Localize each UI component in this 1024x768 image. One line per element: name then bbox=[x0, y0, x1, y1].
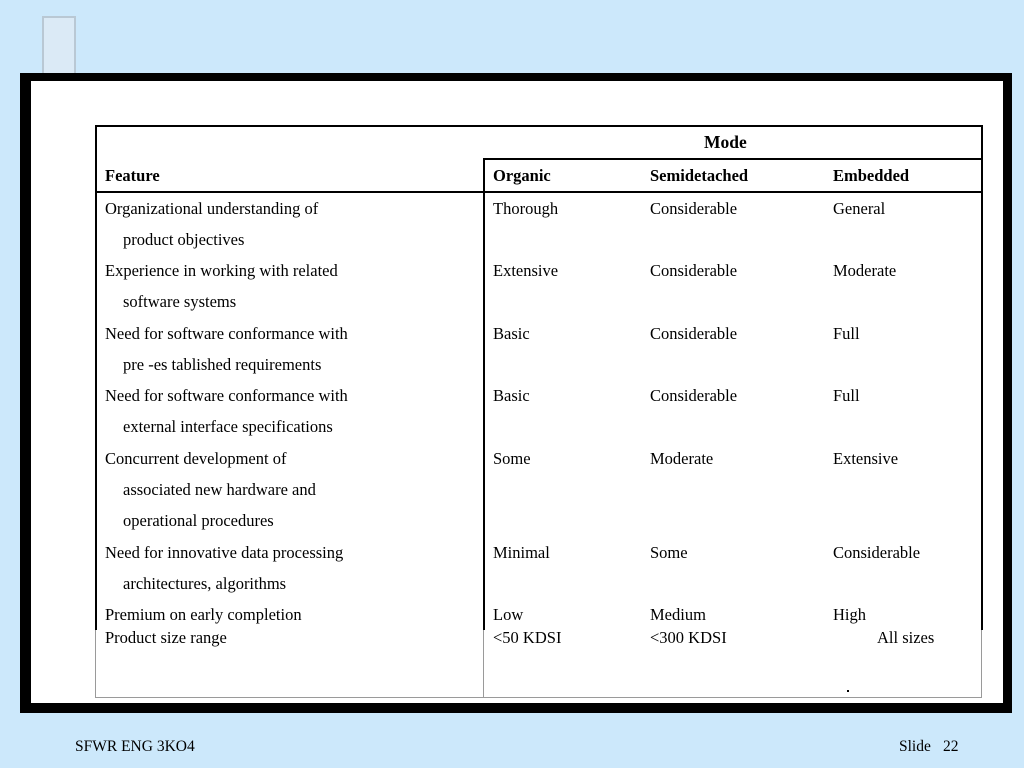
semidetached-cell: Moderate bbox=[650, 449, 714, 468]
embedded-cell: High bbox=[833, 605, 866, 624]
feature-cell: Need for software conformance with bbox=[105, 324, 348, 343]
organic-cell: Some bbox=[493, 449, 531, 468]
embedded-cell: Full bbox=[833, 324, 860, 343]
feature-cell-continued: software systems bbox=[123, 292, 237, 311]
semidetached-cell: Considerable bbox=[650, 386, 738, 405]
embedded-cell: Extensive bbox=[833, 449, 899, 468]
size-semidetached-cell: <300 KDSI bbox=[650, 628, 727, 647]
feature-cell: Need for innovative data processing bbox=[105, 543, 344, 562]
feature-cell-continued: architectures, algorithms bbox=[123, 574, 287, 593]
feature-cell-continued: product objectives bbox=[123, 230, 245, 249]
stray-dot bbox=[847, 690, 849, 692]
table-left-border bbox=[95, 125, 97, 630]
feature-cell-continued: operational procedures bbox=[123, 511, 274, 530]
table-row bbox=[105, 599, 302, 630]
semidetached-cell: Some bbox=[650, 543, 688, 562]
organic-cell: Basic bbox=[493, 324, 530, 343]
table-row bbox=[105, 193, 318, 255]
footer-course: SFWR ENG 3KO4 bbox=[75, 738, 195, 755]
feature-header: Feature bbox=[105, 166, 160, 185]
feature-cell: Organizational understanding of bbox=[105, 199, 319, 218]
table-row bbox=[105, 318, 348, 380]
feature-cell-continued: associated new hardware and bbox=[123, 480, 316, 499]
lower-left-border bbox=[95, 630, 96, 698]
mode-underline bbox=[484, 158, 983, 160]
feature-cell: Premium on early completion bbox=[105, 605, 302, 624]
organic-cell: Minimal bbox=[493, 543, 550, 562]
lower-right-border bbox=[981, 630, 982, 698]
table-row bbox=[105, 380, 348, 442]
embedded-cell: Full bbox=[833, 386, 860, 405]
organic-cell: Low bbox=[493, 605, 524, 624]
feature-cell: Concurrent development of bbox=[105, 449, 287, 468]
feature-cell-continued: pre -es tablished requirements bbox=[123, 355, 322, 374]
size-organic-cell: <50 KDSI bbox=[493, 628, 562, 647]
footer-slide-number: 22 bbox=[943, 738, 959, 755]
lower-divider bbox=[483, 630, 484, 698]
feature-cell: Need for software conformance with bbox=[105, 386, 348, 405]
organic-cell: Thorough bbox=[493, 199, 559, 218]
embedded-cell: General bbox=[833, 199, 886, 218]
embedded-cell: Moderate bbox=[833, 261, 897, 280]
semidetached-cell: Medium bbox=[650, 605, 706, 624]
table-right-border bbox=[981, 125, 983, 630]
organic-header: Organic bbox=[493, 166, 551, 185]
mode-header: Mode bbox=[704, 132, 747, 152]
feature-cell: Experience in working with related bbox=[105, 261, 338, 280]
organic-cell: Extensive bbox=[493, 261, 559, 280]
semidetached-cell: Considerable bbox=[650, 324, 738, 343]
feature-cell-continued: external interface specifications bbox=[123, 417, 333, 436]
organic-cell: Basic bbox=[493, 386, 530, 405]
semidetached-cell: Considerable bbox=[650, 261, 738, 280]
table-top-border bbox=[95, 125, 983, 127]
size-embedded-cell: All sizes bbox=[877, 628, 935, 647]
semidetached-cell: Considerable bbox=[650, 199, 738, 218]
table-row bbox=[105, 537, 343, 599]
embedded-header: Embedded bbox=[833, 166, 910, 185]
footer-slide-label: Slide bbox=[899, 738, 931, 755]
table-row bbox=[105, 255, 338, 317]
column-divider-feature bbox=[483, 158, 485, 630]
table-row bbox=[105, 443, 316, 536]
embedded-cell: Considerable bbox=[833, 543, 921, 562]
decorative-tab bbox=[42, 16, 76, 74]
semidetached-header: Semidetached bbox=[650, 166, 749, 185]
size-feature-cell: Product size range bbox=[105, 628, 227, 647]
table-bottom-border bbox=[95, 697, 982, 698]
